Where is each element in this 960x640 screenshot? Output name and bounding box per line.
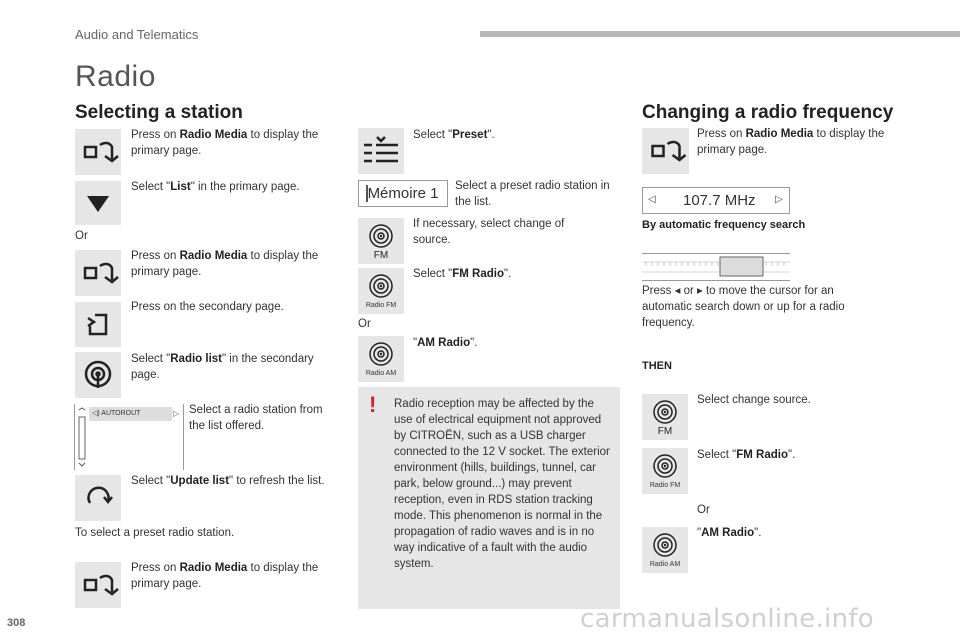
screen-marker xyxy=(366,185,368,202)
step-change-source-right: Select change source. xyxy=(697,394,811,406)
step-select-station: Select a radio station from the list offered. xyxy=(189,404,323,432)
chevron-right-icon: ▷ xyxy=(775,194,783,205)
preset-screen xyxy=(358,180,448,207)
step-radio-media-1: Press on Radio Media to display the primary page. xyxy=(131,129,319,157)
list-row-selected xyxy=(89,407,172,421)
then-label: THEN xyxy=(642,360,672,372)
step-am-radio: "AM Radio". xyxy=(413,337,478,349)
radio-fm-label: Radio FM xyxy=(365,302,397,309)
warning-icon: ! xyxy=(369,392,377,417)
fm-radio-icon xyxy=(358,268,404,314)
station-name: AUTOROUT xyxy=(101,410,141,417)
preset-intro: To select a preset radio station. xyxy=(75,527,235,539)
station-list-screen xyxy=(74,404,184,470)
radio-media-icon xyxy=(75,250,121,296)
step-radio-list: Select "Radio list" in the secondary page. xyxy=(131,353,314,381)
update-icon xyxy=(75,475,121,521)
step-radio-media-right: Press on Radio Media to display the primary page. xyxy=(697,128,885,156)
fm-radio-icon xyxy=(642,448,688,494)
step-fm-radio: Select "FM Radio". xyxy=(413,268,512,280)
list-scrollbar xyxy=(77,407,87,467)
step-radio-media-2: Press on Radio Media to display the primary page. xyxy=(131,250,319,278)
frequency-value: 107.7 MHz xyxy=(683,192,756,209)
preset-list-icon xyxy=(358,128,404,174)
or-label: Or xyxy=(75,230,88,242)
frequency-scale xyxy=(642,253,790,281)
chevron-right-icon: ▷ xyxy=(173,409,180,418)
radio-am-label: Radio AM xyxy=(649,561,681,568)
step-fm-radio-right: Select "FM Radio". xyxy=(697,449,796,461)
right-arrow-icon: ▸ xyxy=(697,285,703,297)
step-am-radio-right: "AM Radio". xyxy=(697,527,762,539)
section-header: Audio and Telematics xyxy=(75,27,199,42)
preset-name: Mémoire 1 xyxy=(367,185,439,202)
am-radio-icon xyxy=(642,527,688,573)
page-title: Radio xyxy=(75,60,156,93)
header-bar xyxy=(480,31,960,37)
watermark: carmanualsonline.info xyxy=(580,604,875,634)
speaker-icon: ◁) xyxy=(92,410,100,417)
fm-source-icon xyxy=(642,394,688,440)
secondary-page-icon xyxy=(75,302,121,347)
step-update-list: Select "Update list" to refresh the list. xyxy=(131,475,325,487)
step-change-source: If necessary, select change of source. xyxy=(413,218,565,246)
radio-am-label: Radio AM xyxy=(365,370,397,377)
radio-fm-label: Radio FM xyxy=(649,482,681,489)
step-select-preset: Select "Preset". xyxy=(413,129,495,141)
changing-frequency-title: Changing a radio frequency xyxy=(642,102,894,123)
step-select-preset-station: Select a preset radio station in the list. xyxy=(455,180,610,208)
radio-media-icon xyxy=(75,562,121,608)
frequency-display xyxy=(642,187,790,214)
page-number: 308 xyxy=(7,617,26,629)
am-radio-icon xyxy=(358,336,404,382)
step-select-list: Select "List" in the primary page. xyxy=(131,181,300,193)
radio-list-icon xyxy=(75,352,121,398)
radio-media-icon xyxy=(642,128,689,174)
auto-search-heading: By automatic frequency search xyxy=(642,219,806,231)
fm-source-icon xyxy=(358,218,404,264)
frequency-scale-ticks xyxy=(642,254,790,280)
cursor-instructions: Press ◂ or ▸ to move the cursor for an automatic search down or up for a radio frequency. xyxy=(642,285,845,329)
warning-text: Radio reception may be affected by the use of electrical equipment not approved by CITROËN, such as a USB charger connected to the 12 V socket. The exterior environment (hills, buildings, tunnel, car park, below ground...) may prevent reception, even in RDS station tracking mode. This phenomenon is normal in the propagation of radio waves and is in no way indicative of a fault with the audio system. xyxy=(394,398,610,570)
left-arrow-icon: ◂ xyxy=(674,285,681,297)
or-label: Or xyxy=(697,504,710,516)
step-radio-media-3: Press on Radio Media to display the primary page. xyxy=(131,562,319,590)
chevron-left-icon: ◁ xyxy=(648,194,656,205)
or-label: Or xyxy=(358,318,371,330)
radio-media-icon xyxy=(75,129,121,175)
fm-label: FM xyxy=(373,250,389,261)
down-arrow-icon xyxy=(75,181,121,225)
selecting-station-title: Selecting a station xyxy=(75,102,243,123)
fm-label: FM xyxy=(657,426,673,437)
step-secondary-page: Press on the secondary page. xyxy=(131,301,284,313)
